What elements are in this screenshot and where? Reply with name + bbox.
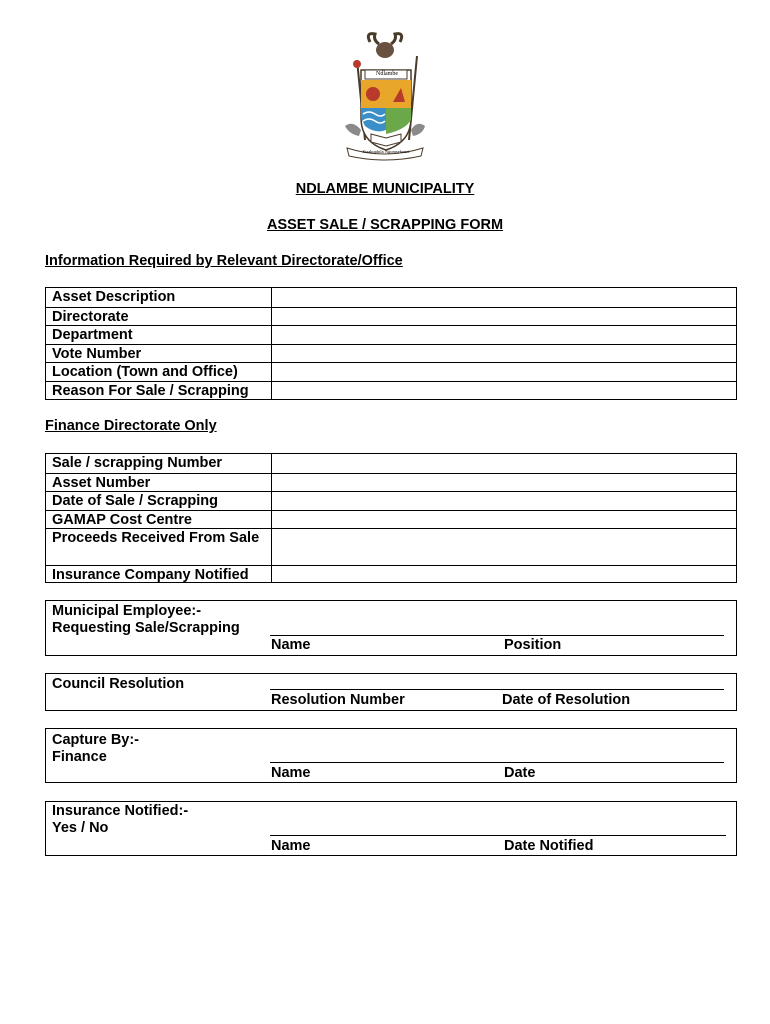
caption-date: Date bbox=[504, 765, 536, 781]
table-row bbox=[46, 528, 736, 565]
row-label: Sale / scrapping Number bbox=[46, 454, 272, 473]
location-field[interactable] bbox=[272, 363, 736, 381]
employee-signature-box bbox=[45, 600, 737, 656]
municipality-title: NDLAMBE MUNICIPALITY bbox=[295, 181, 475, 197]
table-row bbox=[46, 473, 736, 491]
table-row bbox=[46, 325, 736, 344]
caption-name: Name bbox=[271, 838, 311, 854]
table-row bbox=[46, 381, 736, 399]
section-heading-directorate: Information Required by Relevant Directorate/Office bbox=[45, 253, 403, 269]
asset-number-field[interactable] bbox=[272, 474, 736, 491]
caption-date-of-resolution: Date of Resolution bbox=[502, 692, 631, 708]
capture-label bbox=[52, 732, 139, 766]
table-row bbox=[46, 491, 736, 510]
capture-signature-line[interactable] bbox=[270, 762, 724, 763]
gamap-cost-centre-field[interactable] bbox=[272, 511, 736, 528]
label-line: Municipal Employee:- bbox=[52, 603, 202, 619]
proceeds-field[interactable] bbox=[272, 529, 736, 565]
insurance-signature-line[interactable] bbox=[270, 835, 726, 836]
row-label: Date of Sale / Scrapping bbox=[46, 492, 272, 510]
row-label: Insurance Company Notified bbox=[46, 566, 272, 582]
asset-description-field[interactable] bbox=[272, 288, 736, 307]
directorate-info-table bbox=[45, 287, 737, 400]
table-row bbox=[46, 288, 736, 307]
council-label: Council Resolution bbox=[52, 676, 185, 692]
label-line: Capture By:- bbox=[52, 732, 140, 748]
finance-info-table bbox=[45, 453, 737, 583]
insurance-company-field[interactable] bbox=[272, 566, 736, 582]
row-label: Asset Description bbox=[46, 288, 272, 307]
row-label: Location (Town and Office) bbox=[46, 363, 272, 381]
employee-signature-line[interactable] bbox=[270, 635, 724, 636]
label-line: Finance bbox=[52, 749, 107, 765]
label-line: Insurance Notified:- bbox=[52, 803, 189, 819]
table-row bbox=[46, 344, 736, 362]
sale-number-field[interactable] bbox=[272, 454, 736, 473]
caption-date-notified: Date Notified bbox=[504, 838, 594, 854]
row-label: Directorate bbox=[46, 308, 272, 325]
table-row bbox=[46, 565, 736, 582]
row-label: GAMAP Cost Centre bbox=[46, 511, 272, 528]
reason-field[interactable] bbox=[272, 382, 736, 399]
date-of-sale-field[interactable] bbox=[272, 492, 736, 510]
row-label: Reason For Sale / Scrapping bbox=[46, 382, 272, 399]
row-label: Department bbox=[46, 326, 272, 344]
department-field[interactable] bbox=[272, 326, 736, 344]
table-row bbox=[46, 362, 736, 381]
employee-label bbox=[52, 603, 240, 637]
table-row bbox=[46, 454, 736, 473]
directorate-field[interactable] bbox=[272, 308, 736, 325]
capture-by-box bbox=[45, 728, 737, 783]
table-row bbox=[46, 307, 736, 325]
label-line: Yes / No bbox=[52, 820, 109, 836]
row-label: Vote Number bbox=[46, 345, 272, 362]
table-row bbox=[46, 510, 736, 528]
label-line: Requesting Sale/Scrapping bbox=[52, 620, 240, 636]
insurance-notified-box bbox=[45, 801, 737, 856]
row-label: Proceeds Received From Sale bbox=[46, 529, 272, 565]
caption-resolution-number: Resolution Number bbox=[271, 692, 405, 708]
caption-name: Name bbox=[271, 765, 311, 781]
row-label: Asset Number bbox=[46, 474, 272, 491]
caption-position: Position bbox=[504, 637, 562, 653]
coat-of-arms-logo bbox=[335, 30, 435, 162]
council-resolution-box bbox=[45, 673, 737, 711]
caption-name: Name bbox=[271, 637, 311, 653]
vote-number-field[interactable] bbox=[272, 345, 736, 362]
council-resolution-line[interactable] bbox=[270, 689, 724, 690]
insurance-label bbox=[52, 803, 188, 837]
logo-banner-text: Ndlambe bbox=[376, 71, 398, 77]
logo-motto: Sizakuphila Ngomsebenzi bbox=[362, 149, 410, 154]
section-heading-finance: Finance Directorate Only bbox=[45, 418, 217, 434]
form-title: ASSET SALE / SCRAPPING FORM bbox=[266, 217, 504, 233]
